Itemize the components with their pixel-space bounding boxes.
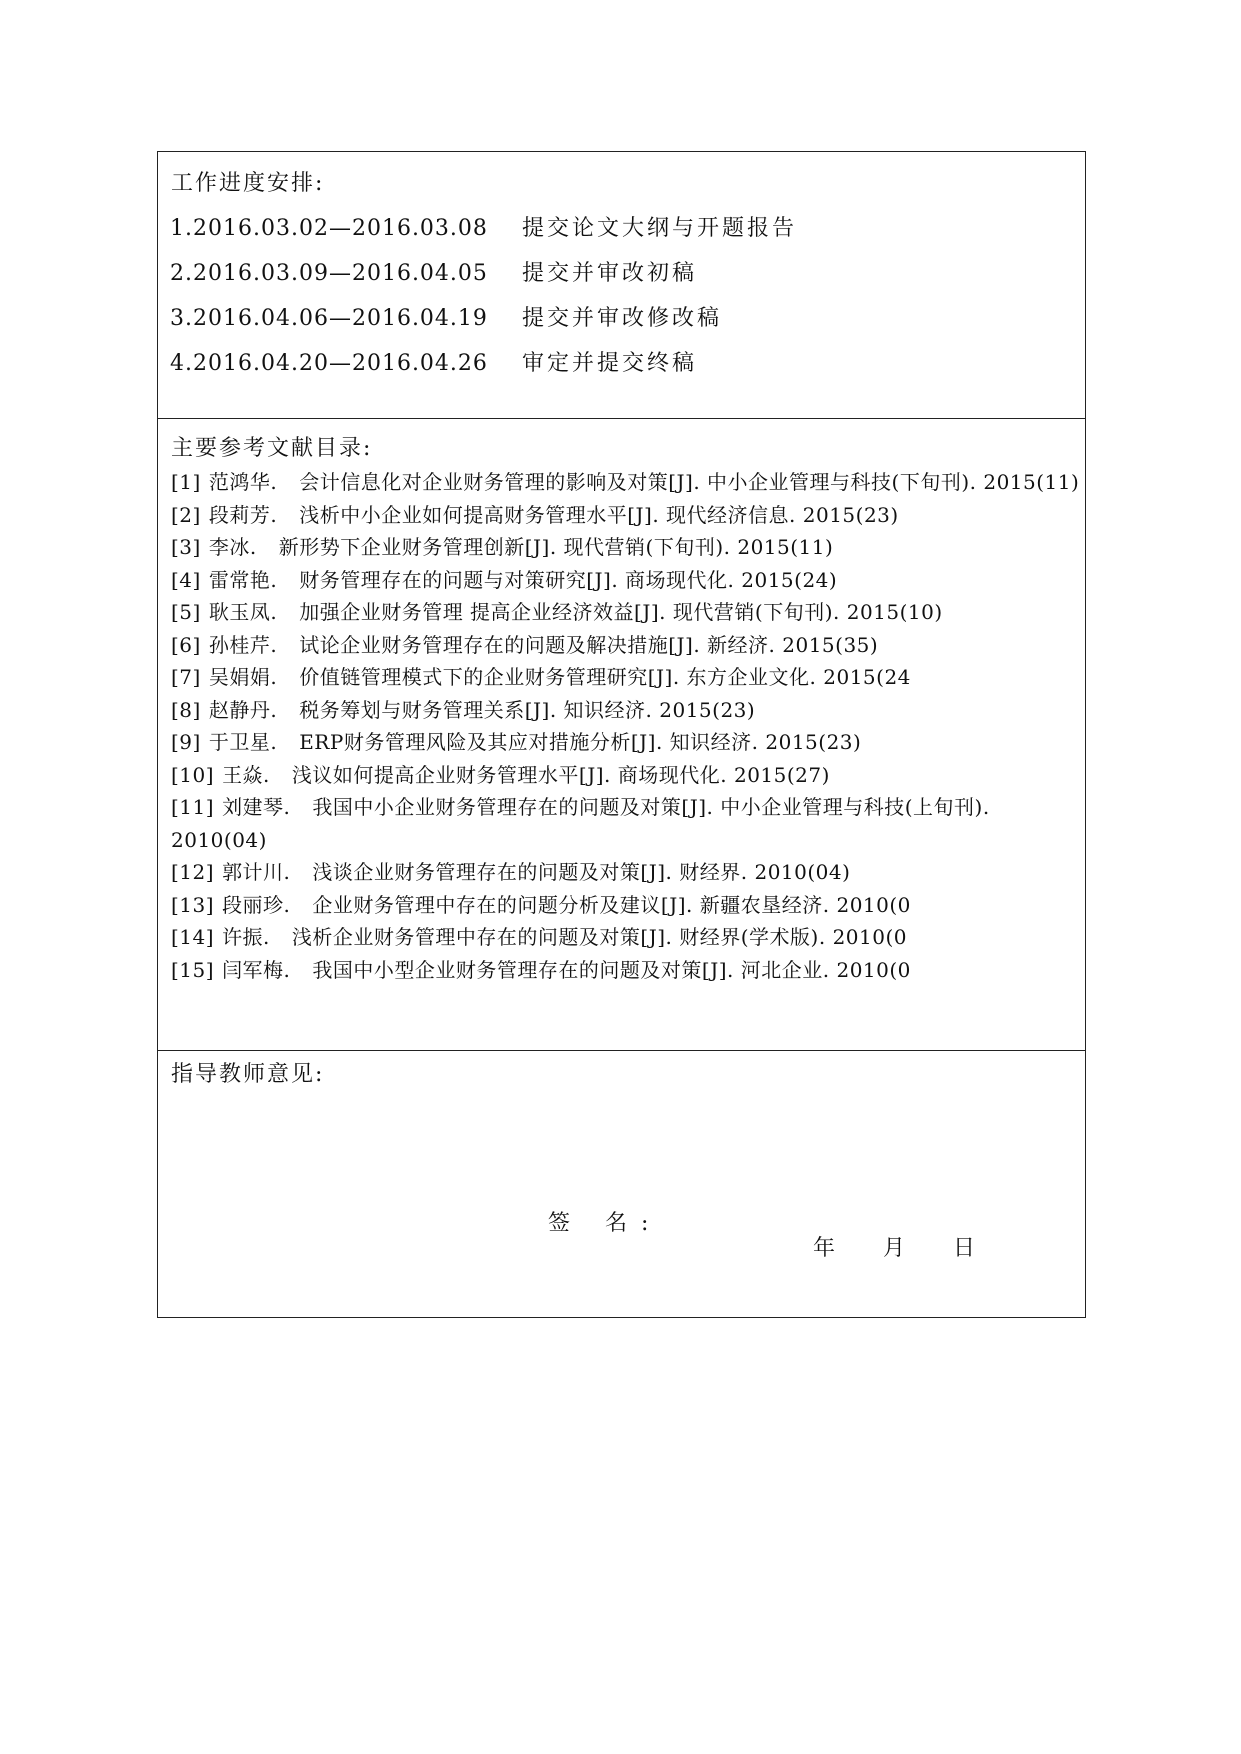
date-line <box>813 1231 1023 1262</box>
reference-item <box>171 791 1083 856</box>
reference-author: 段莉芳. <box>208 502 278 527</box>
reference-item <box>171 856 1085 889</box>
reference-text: 我国中小型企业财务管理存在的问题及对策[J]. 河北企业. 2010(0 <box>312 957 911 982</box>
reference-text: 财务管理存在的问题与对策研究[J]. 商场现代化. 2015(24) <box>299 567 838 592</box>
reference-text: 浅析企业财务管理中存在的问题及对策[J]. 财经界(学术版). 2010(0 <box>291 925 908 949</box>
schedule-date: 2.2016.03.09—2016.04.05 <box>170 261 488 286</box>
reference-number: [12] <box>171 860 215 884</box>
reference-number: [13] <box>171 892 215 917</box>
reference-list <box>171 466 1085 986</box>
reference-text: 加强企业财务管理 提高企业经济效益[J]. 现代营销(下旬刊). 2015(10) <box>299 600 943 624</box>
reference-text: 浅析中小企业如何提高财务管理水平[J]. 现代经济信息. 2015(23) <box>299 502 899 527</box>
reference-item <box>171 954 1085 987</box>
reference-author: 李冰. <box>208 535 257 559</box>
advisor-heading: 指导教师意见: <box>171 1062 325 1087</box>
form-table <box>157 151 1086 1318</box>
schedule-row <box>170 256 697 287</box>
reference-number: [14] <box>171 925 215 949</box>
references-heading: 主要参考文献目录: <box>171 436 373 461</box>
reference-number: [5] <box>171 600 201 624</box>
signature-label: 签 名: <box>548 1211 663 1236</box>
schedule-task: 审定并提交终稿 <box>522 351 698 376</box>
date-year-label: 年 <box>813 1236 836 1261</box>
schedule-date: 1.2016.03.02—2016.03.08 <box>170 216 488 241</box>
reference-item <box>171 596 1083 629</box>
reference-author: 于卫星. <box>208 730 278 754</box>
reference-text: 试论企业财务管理存在的问题及解决措施[J]. 新经济. 2015(35) <box>299 632 879 657</box>
schedule-section <box>158 152 1085 419</box>
reference-author: 刘建琴. <box>222 795 291 819</box>
reference-item <box>171 466 1083 499</box>
reference-number: [8] <box>171 697 201 722</box>
reference-item <box>171 499 1085 532</box>
references-section <box>158 419 1085 1051</box>
schedule-heading: 工作进度安排: <box>171 171 325 196</box>
reference-author: 雷常艳. <box>208 567 278 592</box>
reference-number: [2] <box>171 502 201 527</box>
reference-author: 段丽珍. <box>222 892 291 917</box>
reference-text: 企业财务管理中存在的问题分析及建议[J]. 新疆农垦经济. 2010(0 <box>312 892 911 917</box>
reference-item <box>171 564 1085 597</box>
reference-author: 闫军梅. <box>222 957 291 982</box>
reference-number: [3] <box>171 535 201 559</box>
reference-item <box>171 694 1085 727</box>
reference-author: 赵静丹. <box>208 697 278 722</box>
reference-author: 孙桂芹. <box>208 632 278 657</box>
schedule-row <box>170 301 722 332</box>
schedule-task: 提交并审改初稿 <box>522 261 698 286</box>
reference-number: [15] <box>171 957 215 982</box>
reference-text: ERP财务管理风险及其应对措施分析[J]. 知识经济. 2015(23) <box>299 730 862 754</box>
reference-author: 王焱. <box>222 762 270 787</box>
reference-item <box>171 531 1085 564</box>
schedule-row <box>170 346 697 377</box>
reference-number: [10] <box>171 762 215 787</box>
schedule-task: 提交并审改修改稿 <box>522 306 723 331</box>
advisor-section <box>158 1051 1085 1317</box>
reference-item <box>171 921 1085 954</box>
reference-number: [9] <box>171 730 201 754</box>
schedule-date: 3.2016.04.06—2016.04.19 <box>170 306 488 331</box>
reference-text: 浅谈企业财务管理存在的问题及对策[J]. 财经界. 2010(04) <box>312 860 851 884</box>
schedule-task: 提交论文大纲与开题报告 <box>522 216 798 241</box>
reference-item <box>171 759 1085 792</box>
reference-item <box>171 629 1085 662</box>
reference-author: 吴娟娟. <box>208 665 278 689</box>
reference-text: 新形势下企业财务管理创新[J]. 现代营销(下旬刊). 2015(11) <box>278 535 834 559</box>
reference-text: 税务筹划与财务管理关系[J]. 知识经济. 2015(23) <box>299 697 756 722</box>
reference-author: 许振. <box>222 925 270 949</box>
reference-number: [1] <box>171 470 201 494</box>
date-month-label: 月 <box>883 1236 906 1261</box>
date-day-label: 日 <box>953 1236 976 1261</box>
reference-item <box>171 726 1085 759</box>
reference-number: [11] <box>171 795 215 819</box>
reference-text: 浅议如何提高企业财务管理水平[J]. 商场现代化. 2015(27) <box>291 762 830 787</box>
reference-item <box>171 889 1085 922</box>
reference-item <box>171 661 1085 694</box>
schedule-date: 4.2016.04.20—2016.04.26 <box>170 351 488 376</box>
reference-author: 郭计川. <box>222 860 291 884</box>
reference-number: [6] <box>171 632 201 657</box>
reference-text: 我国中小企业财务管理存在的问题及对策[J]. 中小企业管理与科技(上旬刊). 2010(04) <box>171 795 990 852</box>
reference-author: 范鸿华. <box>208 470 278 494</box>
reference-text: 价值链管理模式下的企业财务管理研究[J]. 东方企业文化. 2015(24 <box>299 665 911 689</box>
reference-number: [7] <box>171 665 201 689</box>
reference-author: 耿玉凤. <box>208 600 278 624</box>
reference-number: [4] <box>171 567 201 592</box>
reference-text: 会计信息化对企业财务管理的影响及对策[J]. 中小企业管理与科技(下旬刊). 2015(11) <box>299 470 1080 494</box>
schedule-row <box>170 211 797 242</box>
